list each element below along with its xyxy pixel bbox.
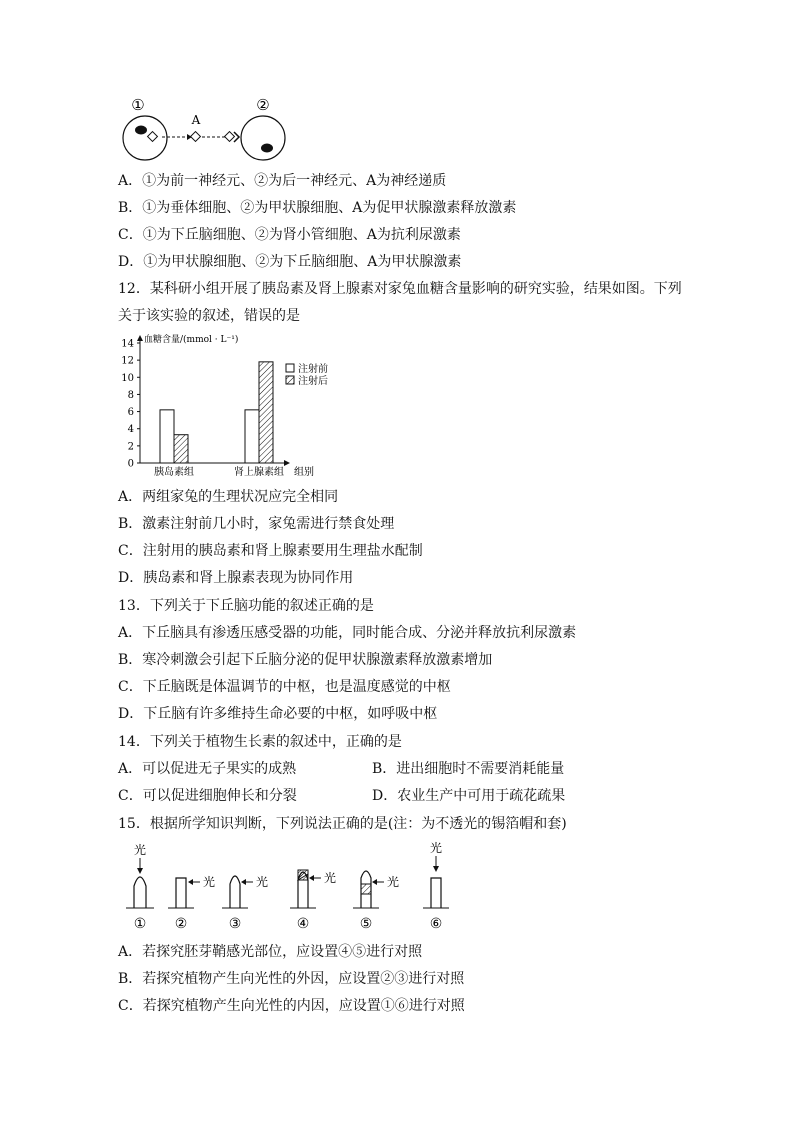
light-label-3: 光 <box>255 875 269 889</box>
light-arrow-icon <box>433 866 439 872</box>
q11-option-a: A．①为前一神经元、②为后一神经元、A为神经递质 <box>118 173 447 189</box>
light-arrow-icon <box>137 868 143 874</box>
bar-注射前-胰岛素组 <box>160 410 174 463</box>
cell1-circle <box>123 116 167 160</box>
q12-option-a: A．两组家兔的生理状况应完全相同 <box>118 489 339 505</box>
cell2-nucleus <box>261 144 273 153</box>
y-axis-arrow-icon <box>137 335 143 341</box>
q13-option-b: B．寒冷刺激会引起下丘脑分泌的促甲状腺激素释放激素增加 <box>118 652 493 668</box>
legend-label: 注射后 <box>298 376 328 387</box>
molecule-diamond <box>148 132 158 142</box>
molecule-diamond <box>191 132 201 142</box>
arrow-label: A <box>191 113 201 127</box>
light-label-2: 光 <box>202 875 216 889</box>
receptor-icon <box>234 132 239 142</box>
q11-option-d: D．①为甲状腺细胞、②为下丘脑细胞、A为甲状腺激素 <box>118 254 462 270</box>
cell1-nucleus <box>135 126 147 135</box>
q13-option-d: D．下丘脑有许多维持生命必要的中枢，如呼吸中枢 <box>118 706 438 722</box>
cell1-label: ① <box>131 96 145 114</box>
y-tick-label: 4 <box>127 424 134 436</box>
q15-option-a: A．若探究胚芽鞘感光部位，应设置④⑤进行对照 <box>118 944 423 960</box>
coleoptile-decapitated <box>431 878 441 908</box>
q14-option-c: C．可以促进细胞伸长和分裂 <box>118 788 297 804</box>
y-tick-label: 2 <box>127 441 134 453</box>
q14-option-d: D．农业生产中可用于疏花疏果 <box>372 788 566 804</box>
coleoptile-intact <box>230 876 240 908</box>
q11-option-b: B．①为垂体细胞、②为甲状腺细胞、A为促甲状腺激素释放激素 <box>118 200 517 216</box>
x-axis-arrow-icon <box>284 460 290 466</box>
legend-label: 注射前 <box>298 364 328 375</box>
q11-option-c: C．①为下丘脑细胞、②为肾小管细胞、A为抗利尿激素 <box>118 227 461 243</box>
category-label: 肾上腺素组 <box>234 467 284 478</box>
setup-label-5: ⑤ <box>359 916 373 932</box>
q15-option-c: C．若探究植物产生向光性的内因，应设置①⑥进行对照 <box>118 998 465 1014</box>
light-arrow-icon <box>188 879 193 885</box>
q15-stem: 15．根据所学知识判断，下列说法正确的是(注：为不透光的锡箔帽和套) <box>118 816 567 832</box>
coleoptile-intact <box>134 877 146 908</box>
cell2-circle <box>241 116 285 160</box>
q13-option-a: A．下丘脑具有渗透压感受器的功能，同时能合成、分泌并释放抗利尿激素 <box>118 625 577 641</box>
cell-signal-figure <box>118 92 308 162</box>
bar-注射后-肾上腺素组 <box>259 362 273 463</box>
light-label-5: 光 <box>386 875 400 889</box>
setup-label-4: ④ <box>296 916 310 932</box>
q12-option-b: B．激素注射前几小时，家兔需进行禁食处理 <box>118 516 395 532</box>
setup-label-2: ② <box>174 916 188 932</box>
cell2-label: ② <box>256 96 270 114</box>
molecule-diamond <box>225 132 235 142</box>
q14-option-b: B．进出细胞时不需要消耗能量 <box>372 761 565 777</box>
light-label-1: 光 <box>133 843 147 857</box>
q12-option-d: D．胰岛素和肾上腺素表现为协同作用 <box>118 570 354 586</box>
light-arrow-icon <box>309 875 314 881</box>
q14-option-a: A．可以促进无子果实的成熟 <box>118 761 297 777</box>
legend-swatch <box>286 376 294 384</box>
light-arrow-icon <box>372 879 377 885</box>
q13-stem: 13．下列关于下丘脑功能的叙述正确的是 <box>118 598 374 614</box>
q12-stem-line2: 关于该实验的叙述，错误的是 <box>118 308 300 324</box>
q12-stem-line1: 12．某科研小组开展了胰岛素及肾上腺素对家兔血糖含量影响的研究实验，结果如图。下列 <box>118 281 682 297</box>
coleoptile-decapitated <box>176 878 186 908</box>
q12-option-c: C．注射用的胰岛素和肾上腺素要用生理盐水配制 <box>118 543 423 559</box>
light-arrow-icon <box>241 879 246 885</box>
y-tick-label: 12 <box>121 355 134 367</box>
q13-option-c: C．下丘脑既是体温调节的中枢，也是温度感觉的中枢 <box>118 679 451 695</box>
legend-swatch <box>286 364 294 372</box>
y-axis-label: 血糖含量/(mmol · L⁻¹) <box>144 335 239 345</box>
light-label-6: 光 <box>429 841 443 855</box>
setup-label-6: ⑥ <box>429 916 443 932</box>
q14-stem: 14．下列关于植物生长素的叙述中，正确的是 <box>118 734 402 750</box>
bar-注射后-胰岛素组 <box>174 435 188 463</box>
x-axis-label: 组别 <box>294 467 314 478</box>
y-tick-label: 0 <box>127 458 134 470</box>
light-label-4: 光 <box>323 871 337 885</box>
foil-sleeve-icon <box>361 884 371 894</box>
setup-label-1: ① <box>133 916 147 932</box>
y-tick-label: 10 <box>121 372 134 384</box>
y-tick-label: 14 <box>121 338 134 350</box>
coleoptile-figure <box>118 838 468 934</box>
category-label: 胰岛素组 <box>154 467 194 478</box>
y-tick-label: 6 <box>127 407 134 419</box>
blood-glucose-chart <box>116 334 356 480</box>
q15-option-b: B．若探究植物产生向光性的外因，应设置②③进行对照 <box>118 971 465 987</box>
bar-注射前-肾上腺素组 <box>245 410 259 463</box>
y-tick-label: 8 <box>127 389 134 401</box>
setup-label-3: ③ <box>228 916 242 932</box>
